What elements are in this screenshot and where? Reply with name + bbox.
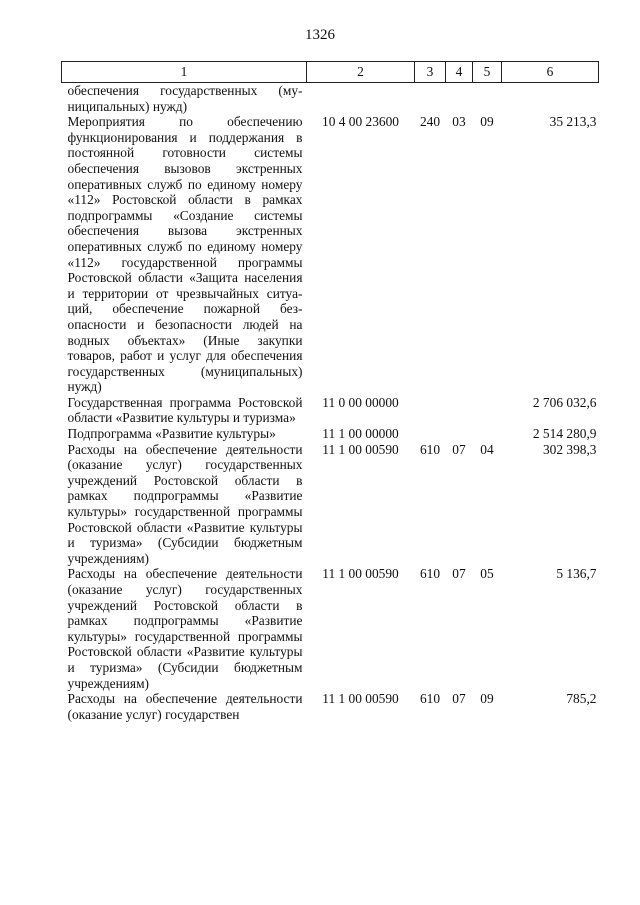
row-code: 11 1 00 00590 <box>322 441 399 457</box>
header-col-4: 4 <box>446 62 473 83</box>
row-vr: 610 <box>419 441 441 457</box>
row-code: 11 1 00 00590 <box>322 691 399 707</box>
table-row <box>62 691 599 722</box>
table-row <box>62 426 599 442</box>
row-amount: 785,2 <box>566 691 597 707</box>
table-row <box>62 395 599 426</box>
row-amount: 302 398,3 <box>542 441 597 457</box>
row-pr <box>473 426 502 442</box>
row-code: 11 1 00 00590 <box>322 566 399 582</box>
row-amount: 2 514 280,9 <box>532 426 597 442</box>
row-name: Расходы на обеспечение деятельности (оказание услуг) государственных учреждений Ростовской области в рамках подпрограммы «Развитие культуры» государственной программы Ростовской области «Развитие культуры и туризма» (Субсидии бюджетным учреждениям) <box>67 566 303 691</box>
row-amount: 2 706 032,6 <box>532 394 597 410</box>
header-col-6: 6 <box>502 62 599 83</box>
row-vr: 610 <box>419 566 441 582</box>
row-rz: 03 <box>452 114 466 130</box>
row-code <box>307 83 415 115</box>
header-col-3: 3 <box>415 62 446 83</box>
row-code: 11 1 00 00000 <box>322 426 399 442</box>
table-row <box>62 442 599 567</box>
header-col-1: 1 <box>62 62 307 83</box>
table-row <box>62 114 599 395</box>
row-pr <box>473 83 502 115</box>
row-pr: 09 <box>480 691 494 707</box>
row-pr: 09 <box>480 114 494 130</box>
row-name: Расходы на обеспечение деятельности (оказание услуг) государственных учреждений Ростовской области в рамках подпрограммы «Развитие культуры» государственной программы Ростовской области «Развитие культуры и туризма» (Субсидии бюджетным учреждениям) <box>67 441 303 566</box>
row-vr: 240 <box>419 114 441 130</box>
row-amount: 35 213,3 <box>549 114 597 130</box>
row-amount: 5 136,7 <box>556 566 597 582</box>
row-name: Расходы на обеспечение деятельности (оказание услуг) государствен <box>67 691 303 722</box>
row-pr <box>473 395 502 426</box>
row-rz: 07 <box>452 691 466 707</box>
header-col-5: 5 <box>473 62 502 83</box>
page-number: 1326 <box>305 27 335 43</box>
row-vr <box>415 426 446 442</box>
row-name: Мероприятия по обеспечению функционирования и поддержания в постоянной готовности системы обеспечения вызовов экстренных оперативных служб по единому номеру «112» Ростовской области в рамках подпрограммы «Создание системы обеспечения вызова экстренных оперативных служб по единому номеру «112» государственной программы Ростовской области «Защита населения и территории от чрезвычайных ситуаций, обеспечение пожарной безопасности и безопасности людей на водных объектах» (Иные закупки товаров, работ и услуг для обеспечения государственных (муниципальных) нужд) <box>67 114 303 395</box>
row-name: Подпрограмма «Развитие культуры» <box>67 426 276 442</box>
row-vr <box>415 395 446 426</box>
row-rz: 07 <box>452 441 466 457</box>
row-name: обеспечения государственных (муниципальных) нужд) <box>67 83 303 114</box>
table-header-row <box>62 62 599 83</box>
row-vr: 610 <box>419 691 441 707</box>
row-vr <box>415 83 446 115</box>
table-row <box>62 566 599 691</box>
header-col-2: 2 <box>307 62 415 83</box>
row-pr: 05 <box>480 566 494 582</box>
row-rz <box>446 426 473 442</box>
row-pr: 04 <box>480 441 494 457</box>
table-row <box>62 83 599 115</box>
row-rz: 07 <box>452 566 466 582</box>
row-name: Государственная программа Ростовской области «Развитие культуры и туризма» <box>67 394 303 426</box>
row-code: 11 0 00 00000 <box>322 394 399 410</box>
budget-table <box>61 61 599 722</box>
row-amount <box>502 83 599 115</box>
row-code: 10 4 00 23600 <box>322 114 399 130</box>
row-rz <box>446 83 473 115</box>
row-rz <box>446 395 473 426</box>
